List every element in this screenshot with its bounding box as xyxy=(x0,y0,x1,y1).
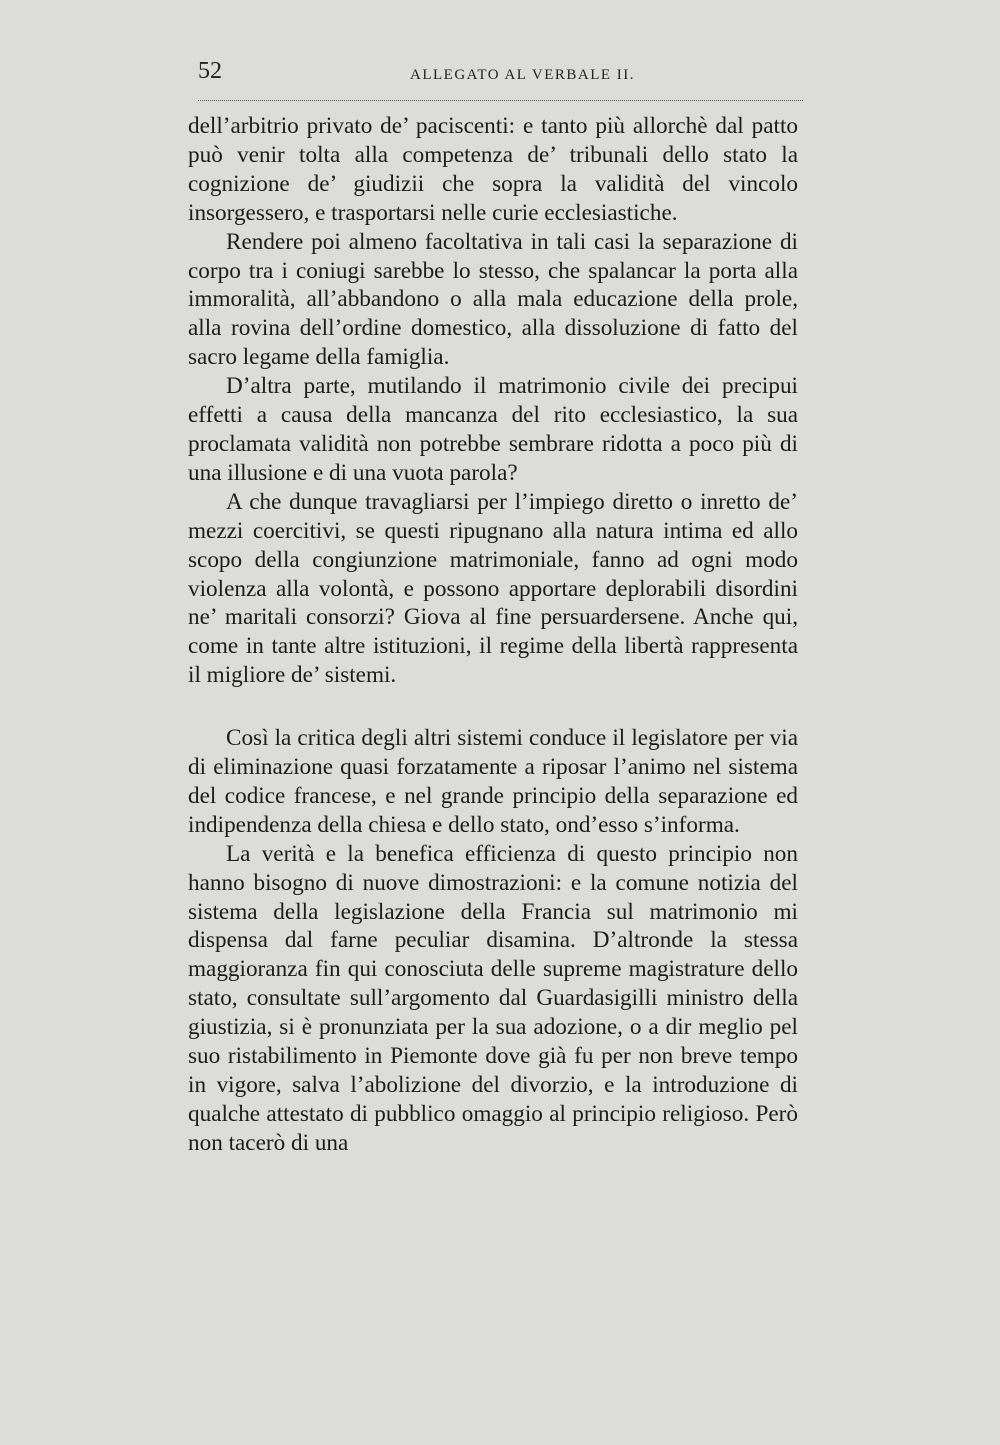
running-head xyxy=(198,58,803,92)
paragraph-continuation: dell’arbitrio privato de’ paciscenti: e tanto più allorchè dal patto può venir tolta alla competenza de’ tribunali dello stato la cognizione de’ giudizii che sopra la validità del vincolo insorgessero, e trasportarsi nelle curie ecclesiastiche. xyxy=(188,113,798,226)
paragraph: Rendere poi almeno facoltativa in tali casi la separazione di corpo tra i coniugi sarebbe lo stesso, che spalancar la porta alla immoralità, all’abbandono o alla mala educazione della prole, alla rovina dell’ordine domestico, alla dissoluzione di fatto del sacro legame della famiglia. xyxy=(188,228,798,371)
header-divider xyxy=(198,100,803,101)
running-title: ALLEGATO AL VERBALE II. xyxy=(410,67,636,83)
paragraph: D’altra parte, mutilando il matrimonio civile dei precipui effetti a causa della mancanza del rito ecclesiastico, la sua proclamata validità non potrebbe sembrare ridotta a poco più di una illusione e di una vuota parola? xyxy=(188,373,798,486)
paragraph: A che dunque travagliarsi per l’impiego diretto o inretto de’ mezzi coercitivi, se questi ripugnano alla natura intima ed allo scopo della congiunzione matrimoniale, fanno ad ogni modo violenza alla volontà, e possono apportare deplorabili disordini ne’ maritali consorzi? Giova al fine persuardersene. Anche qui, come in tante altre istituzioni, il regime della libertà rappresenta il migliore de’ sistemi. xyxy=(188,488,798,689)
paragraph: La verità e la benefica efficienza di questo principio non hanno bisogno di nuove dimostrazioni: e la comune notizia del sistema della legislazione della Francia sul matrimonio mi dispensa dal farne peculiar disamina. D’altronde la stessa maggioranza fin qui conosciuta delle supreme magistrature dello stato, consultate sull’argomento dal Guardasigilli ministro della giustizia, si è pronunziata per la sua adozione, o a dir meglio pel suo ristabilimento in Piemonte dove già fu per non breve tempo in vigore, salva l’abolizione del divorzio, e la introduzione di qualche attestato di pubblico omaggio al principio religioso. Però non tacerò di una xyxy=(188,840,798,1156)
paragraph: Così la critica degli altri sistemi conduce il legislatore per via di eliminazione quasi forzatamente a riposar l’animo nel sistema del codice francese, e nel grande principio della separazione ed indipendenza della chiesa e dello stato, ond’esso s’informa. xyxy=(188,725,798,838)
body-text xyxy=(188,112,798,1158)
page-number: 52 xyxy=(198,58,222,84)
